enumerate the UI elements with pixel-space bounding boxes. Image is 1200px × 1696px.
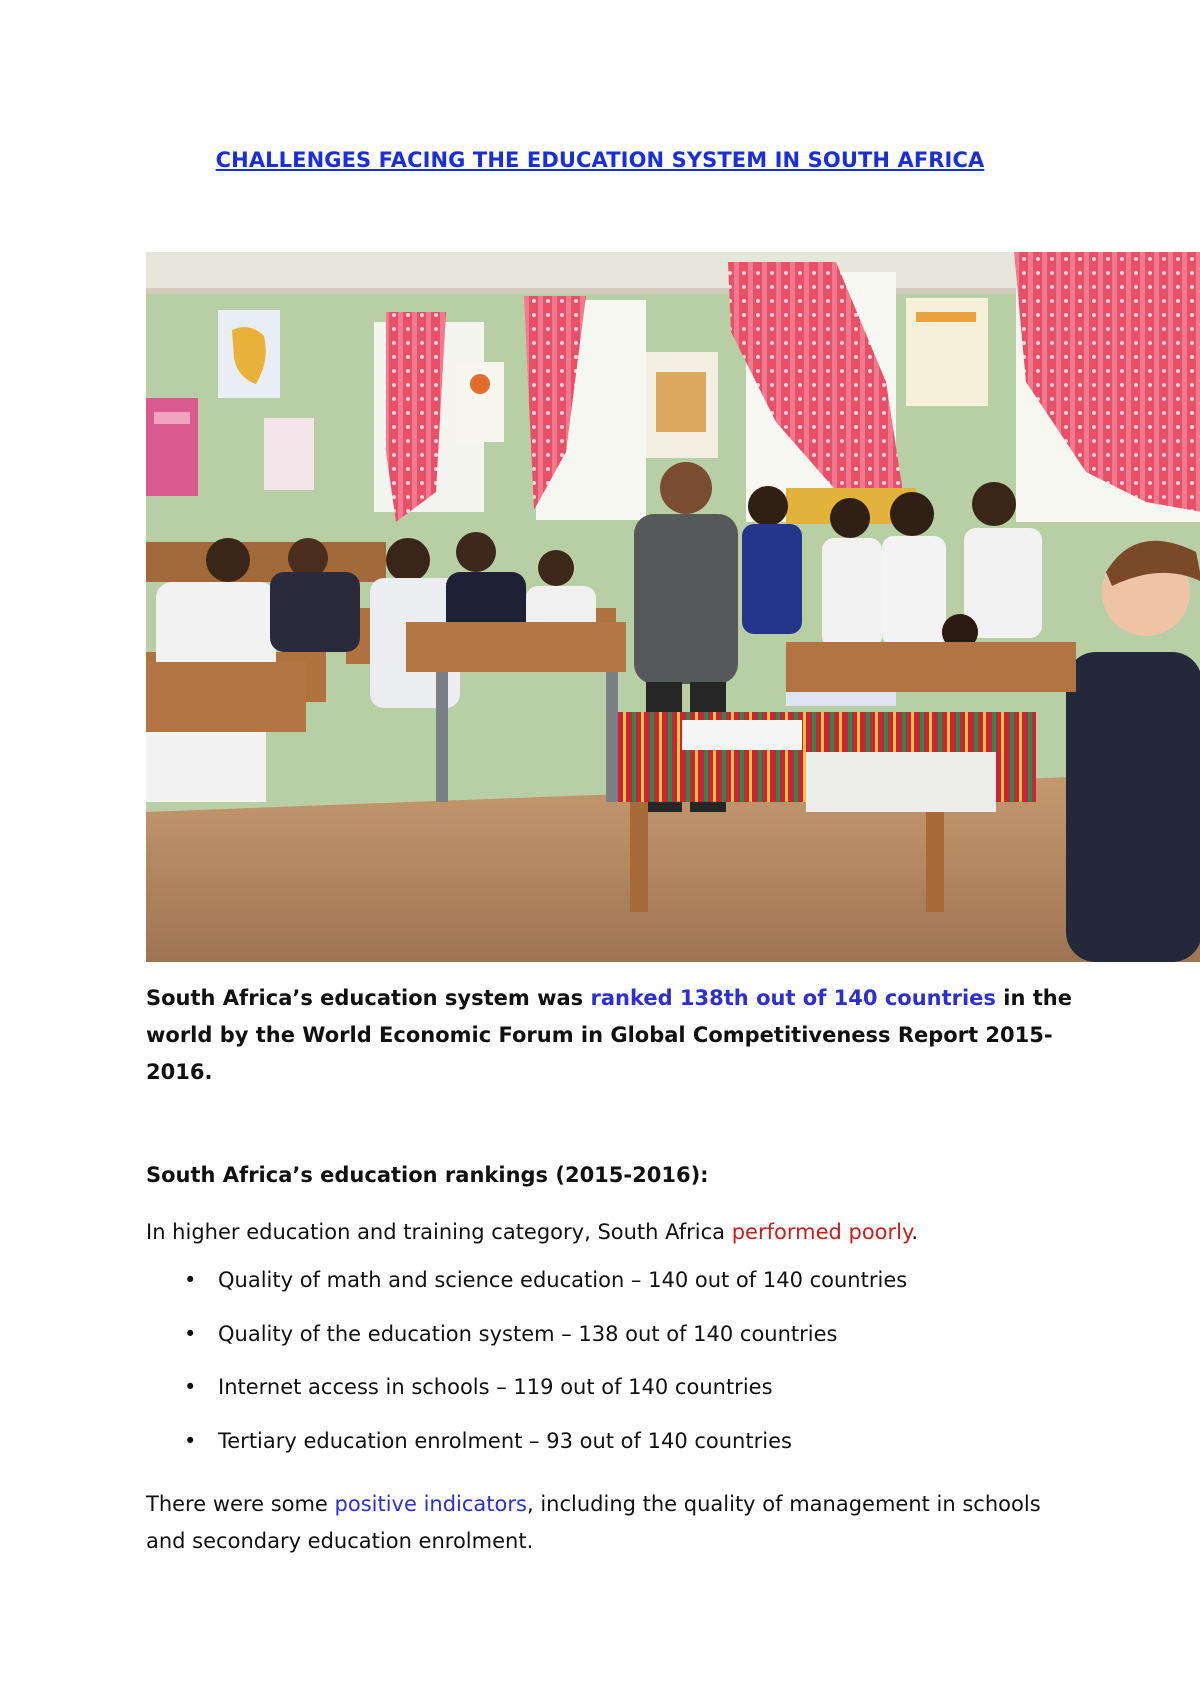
category-text-end: . [911,1220,919,1244]
bullet-icon: • [184,1375,197,1399]
indicators-text-start: There were some [146,1492,335,1516]
list-item [146,1322,907,1376]
indicators-paragraph [146,1486,1066,1560]
document-title[interactable]: CHALLENGES FACING THE EDUCATION SYSTEM IN SOUTH AFRICA [215,148,985,172]
intro-paragraph [146,980,1076,1091]
list-item-text: Quality of the education system – 138 out of 140 countries [218,1321,838,1346]
positive-indicators-highlight: positive indicators [334,1492,527,1516]
ranking-highlight: ranked 138th out of 140 countries [590,986,996,1010]
bullet-icon: • [184,1268,197,1292]
list-item [146,1429,907,1483]
indicators-text-end: , including the quality of management in schools and secondary education enrolment. [146,1492,1041,1553]
category-paragraph [146,1220,918,1244]
list-item [146,1375,907,1429]
performed-poorly-highlight: performed poorly [731,1220,912,1244]
classroom-photo [146,252,1200,962]
category-text-start: In higher education and training category, South Africa [146,1220,732,1244]
intro-text-end: in the world by the World Economic Forum in Global Competitiveness Report 2015-2016. [146,986,1072,1084]
rankings-list [146,1268,907,1482]
list-item-text: Internet access in schools – 119 out of 140 countries [218,1375,773,1399]
rankings-heading: South Africa’s education rankings (2015-2016): [146,1163,709,1187]
bullet-icon: • [184,1428,197,1453]
list-item [146,1268,907,1322]
list-item-text: Quality of math and science education – 140 out of 140 countries [218,1268,908,1292]
intro-text-start: South Africa’s education system was [146,986,591,1010]
list-item-text: Tertiary education enrolment – 93 out of 140 countries [218,1428,792,1453]
bullet-icon: • [184,1321,197,1346]
